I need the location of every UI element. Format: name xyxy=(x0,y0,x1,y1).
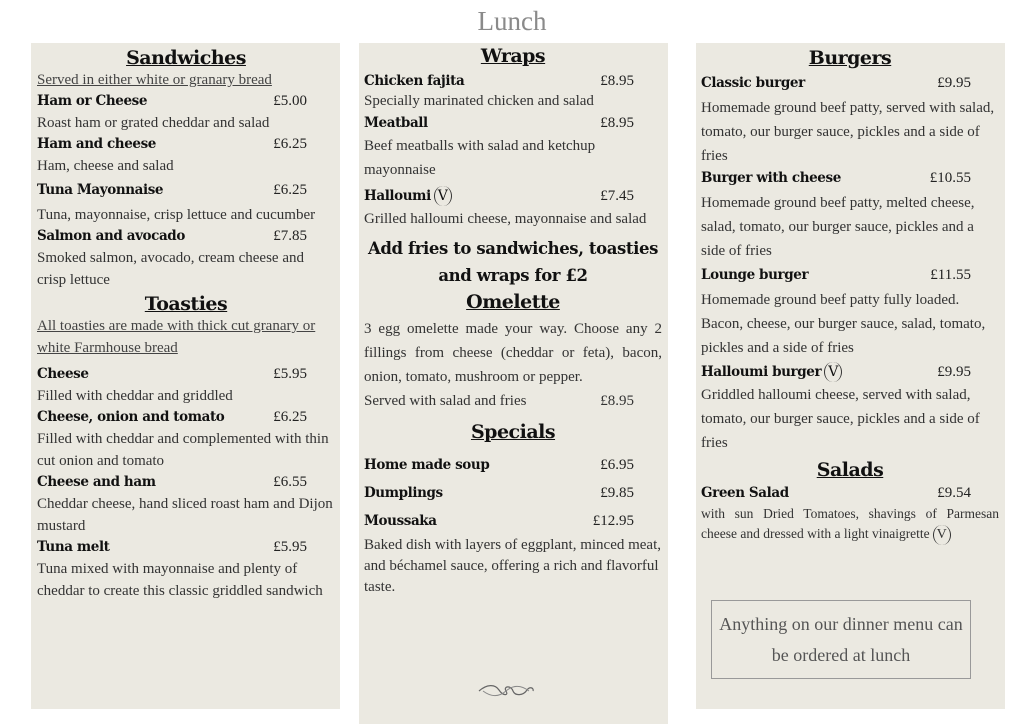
item-price: £6.25 xyxy=(273,136,307,152)
item-name: Ham and cheese xyxy=(37,136,156,152)
menu-item-name-row xyxy=(364,507,662,535)
item-description: Beef meatballs with salad and ketchup mayonnaise xyxy=(364,138,596,178)
section-title-wraps: Wraps xyxy=(480,45,546,67)
menu-item-name-row xyxy=(37,180,335,201)
item-price: £7.45 xyxy=(600,188,634,204)
menu-item-name-row xyxy=(37,226,335,247)
item-name: Tuna Mayonnaise xyxy=(37,182,164,198)
item-price: £10.55 xyxy=(929,170,971,186)
section-title-burgers: Burgers xyxy=(808,47,892,69)
item-price: £9.54 xyxy=(937,485,971,501)
menu-column-left xyxy=(31,43,340,709)
menu-item-name-row xyxy=(37,407,335,428)
menu-item-name-row xyxy=(37,364,335,385)
item-description: Cheddar cheese, hand sliced roast ham and Dijon mustard xyxy=(37,496,333,534)
section-title-omelette: Omelette xyxy=(466,291,560,313)
item-description: Baked dish with layers of eggplant, minced meat, and béchamel sauce, offering a rich and flavorful taste. xyxy=(364,537,662,595)
vegetarian-badge: V xyxy=(434,186,452,206)
item-name: Classic burger xyxy=(701,75,805,91)
page-title: Lunch xyxy=(477,6,547,36)
item-description: Grilled halloumi cheese, mayonnaise and salad xyxy=(364,211,647,227)
omelette-served: Served with salad and fries xyxy=(364,393,527,409)
item-description: Homemade ground beef patty, melted cheese, salad, tomato, our burger sauce, pickles and a side of fries xyxy=(701,195,975,259)
item-name: Burger with cheese xyxy=(701,170,841,186)
omelette-price: £8.95 xyxy=(600,393,634,409)
menu-item-name-row xyxy=(37,134,335,155)
item-price: £6.95 xyxy=(600,457,634,473)
item-name: Cheese and ham xyxy=(37,474,156,490)
item-price: £5.95 xyxy=(273,539,307,555)
item-name-with-veg xyxy=(701,362,842,383)
section-title-toasties: Toasties xyxy=(144,293,228,315)
menu-item-name-row xyxy=(37,472,335,493)
menu-item-name-row xyxy=(701,168,999,189)
menu-item-name-row xyxy=(701,362,999,383)
item-price: £6.25 xyxy=(273,409,307,425)
vegetarian-badge: V xyxy=(933,525,951,545)
item-name: Chicken fajita xyxy=(364,73,465,89)
item-price: £9.95 xyxy=(937,75,971,91)
item-name: Halloumi xyxy=(364,188,431,204)
item-price: £9.85 xyxy=(600,485,634,501)
item-description: Filled with cheddar and griddled xyxy=(37,388,233,404)
item-price: £5.95 xyxy=(273,366,307,382)
item-price: £8.95 xyxy=(600,115,634,131)
item-price: £12.95 xyxy=(592,513,634,529)
item-name: Tuna melt xyxy=(37,539,110,555)
item-description: Specially marinated chicken and salad xyxy=(364,93,594,109)
item-description: Ham, cheese and salad xyxy=(37,158,174,174)
item-description: Tuna mixed with mayonnaise and plenty of cheddar to create this classic griddled sandwich xyxy=(37,561,323,599)
menu-item-name-row xyxy=(37,537,335,558)
item-name-with-veg xyxy=(364,186,452,207)
sandwiches-note: Served in either white or granary bread xyxy=(37,72,272,88)
menu-column-middle xyxy=(359,43,668,724)
flourish-ornament-icon xyxy=(477,682,535,700)
section-title-specials: Specials xyxy=(470,421,556,443)
item-price: £11.55 xyxy=(930,267,971,283)
vegetarian-badge: V xyxy=(824,362,842,382)
item-description: Homemade ground beef patty fully loaded. Bacon, cheese, our burger sauce, salad, tomato, pickles and a side of fries xyxy=(701,292,986,356)
item-description-row xyxy=(701,504,999,545)
item-name: Ham or Cheese xyxy=(37,93,148,109)
item-name: Cheese, onion and tomato xyxy=(37,409,225,425)
item-name: Meatball xyxy=(364,115,428,131)
item-price: £7.85 xyxy=(273,228,307,244)
item-description: Smoked salmon, avocado, cream cheese and crisp lettuce xyxy=(37,250,304,288)
item-price: £6.55 xyxy=(273,474,307,490)
dinner-menu-note: Anything on our dinner menu can be ordered at lunch xyxy=(711,600,971,679)
item-price: £6.25 xyxy=(273,182,307,198)
menu-item-name-row xyxy=(364,71,662,92)
menu-item-name-row xyxy=(701,483,999,504)
item-name: Lounge burger xyxy=(701,267,809,283)
omelette-description: 3 egg omelette made your way. Choose any 2 fillings from cheese (cheddar or feta), bacon, onion, tomato, mushroom or pepper. xyxy=(364,321,662,385)
section-title-sandwiches: Sandwiches xyxy=(126,47,246,69)
menu-item-name-row xyxy=(701,265,999,286)
fries-addon-note: Add fries to sandwiches, toasties and wraps for £2 xyxy=(368,239,658,285)
item-description: Homemade ground beef patty, served with salad, tomato, our burger sauce, pickles and a side of fries xyxy=(701,100,995,164)
item-description: Filled with cheddar and complemented with thin cut onion and tomato xyxy=(37,431,329,469)
menu-item-name-row xyxy=(701,73,999,94)
item-price: £5.00 xyxy=(273,93,307,109)
section-title-salads: Salads xyxy=(816,459,884,481)
item-description: Roast ham or grated cheddar and salad xyxy=(37,115,270,131)
menu-item-name-row xyxy=(364,113,662,134)
item-name: Halloumi burger xyxy=(701,364,822,380)
item-name: Home made soup xyxy=(364,457,490,473)
item-name: Salmon and avocado xyxy=(37,228,185,244)
item-price: £8.95 xyxy=(600,73,634,89)
item-description: Tuna, mayonnaise, crisp lettuce and cucumber xyxy=(37,207,316,223)
toasties-note: All toasties are made with thick cut granary or white Farmhouse bread xyxy=(37,318,316,356)
menu-item-name-row xyxy=(37,91,335,112)
item-name: Dumplings xyxy=(364,485,443,501)
menu-item-name-row xyxy=(364,186,662,207)
menu-item-name-row xyxy=(364,479,662,507)
item-name: Green Salad xyxy=(701,485,789,501)
item-description: Griddled halloumi cheese, served with salad, tomato, our burger sauce, pickles and a side of fries xyxy=(701,387,980,451)
item-description: with sun Dried Tomatoes, shavings of Parmesan cheese and dressed with a light vinaigrette xyxy=(701,506,999,541)
omelette-served-row xyxy=(364,389,662,413)
menu-item-name-row xyxy=(364,451,662,479)
item-name: Moussaka xyxy=(364,513,437,529)
item-price: £9.95 xyxy=(937,364,971,380)
item-name: Cheese xyxy=(37,366,89,382)
